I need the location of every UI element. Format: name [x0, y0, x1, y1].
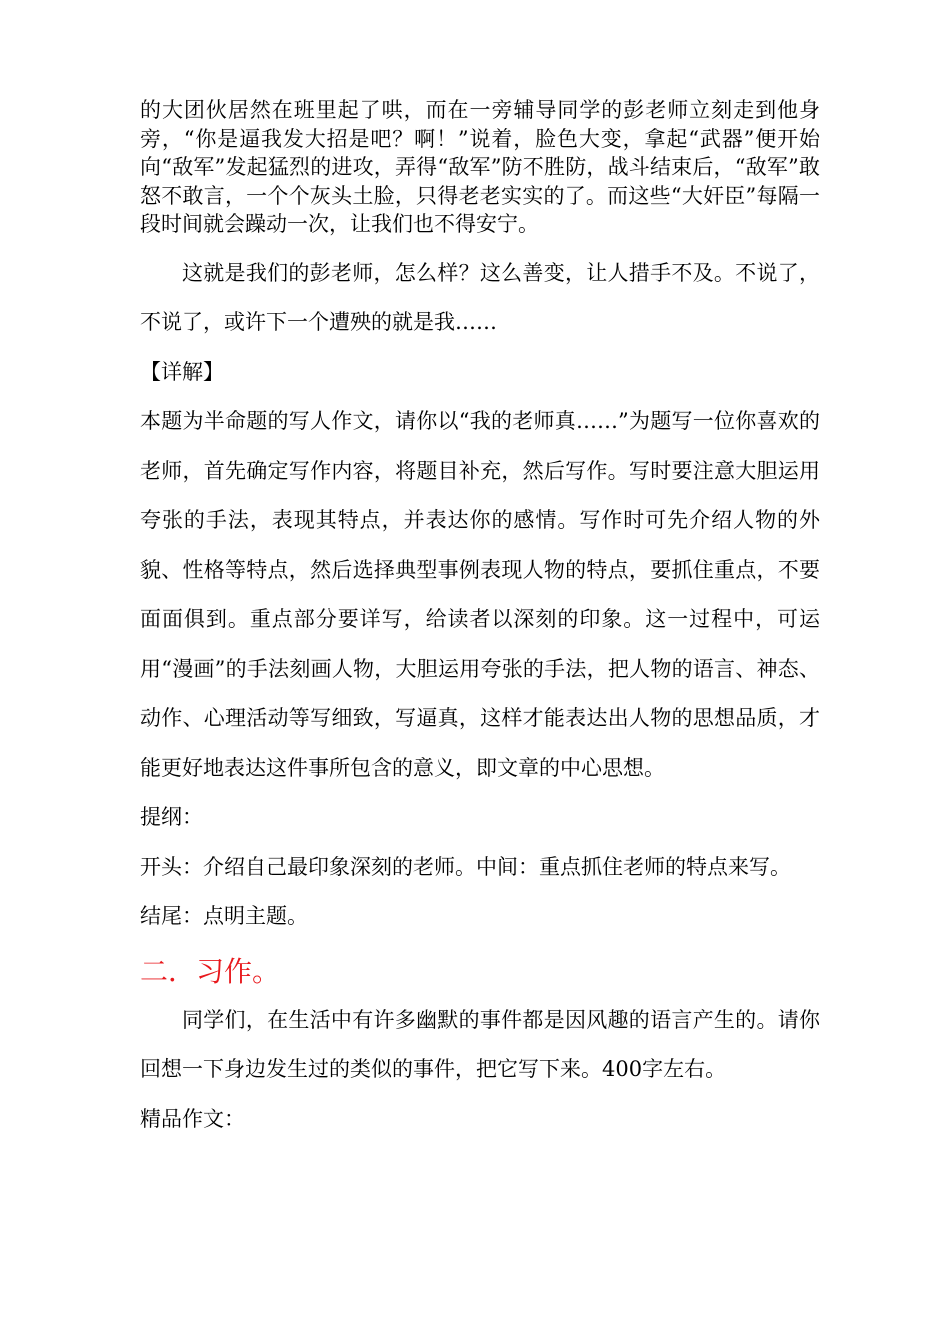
essay-paragraph-2: 这就是我们的彭老师，怎么样？这么善变，让人措手不及。不说了，不说了，或许下一个遭殃的就是我…… [140, 260, 820, 334]
outline-line-1: 开头：介绍自己最印象深刻的老师。中间：重点抓住老师的特点来写。 [140, 854, 791, 879]
outline-label: 提纲： [140, 805, 203, 829]
document-page [140, 96, 820, 1144]
analysis-body: 本题为半命题的写人作文，请你以“我的老师真……”为题写一位你喜欢的老师，首先确定写作内容，将题目补充，然后写作。写时要注意大胆运用夸张的手法，表现其特点，并表达你的感情。写作时可先介绍人物的外貌、性格等特点，然后选择典型事例表现人物的特点，要抓住重点，不要面面俱到。重点部分要详写，给读者以深刻的印象。这一过程中，可运用“漫画”的手法刻画人物，大胆运用夸张的手法，把人物的语言、神态、动作、心理活动等写细致，写逼真，这样才能表达出人物的思想品质，才能更好地表达这件事所包含的意义，即文章的中心思想。 [140, 409, 820, 780]
section-title: 二．习作。 [140, 954, 281, 988]
essay-paragraph-1: 的大团伙居然在班里起了哄，而在一旁辅导同学的彭老师立刻走到他身旁，“你是逼我发大招是吧？啊！”说着，脸色大变，拿起“武器”便开始向“敌军”发起猛烈的进攻，弄得“敌军”防不胜防，战斗结束后，“敌军”敢怒不敢言，一个个灰头土脸，只得老老实实的了。而这些“大奸臣”每隔一段时间就会躁动一次，让我们也不得安宁。 [140, 98, 820, 236]
analysis-heading: 【详解】 [140, 359, 224, 384]
outline-line-2: 结尾：点明主题。 [140, 904, 308, 928]
section-prompt: 同学们，在生活中有许多幽默的事件都是因风趣的语言产生的。请你回想一下身边发生过的类似的事件，把它写下来。400字左右。 [140, 1007, 820, 1081]
sample-essay-label: 精品作文： [140, 1106, 245, 1131]
